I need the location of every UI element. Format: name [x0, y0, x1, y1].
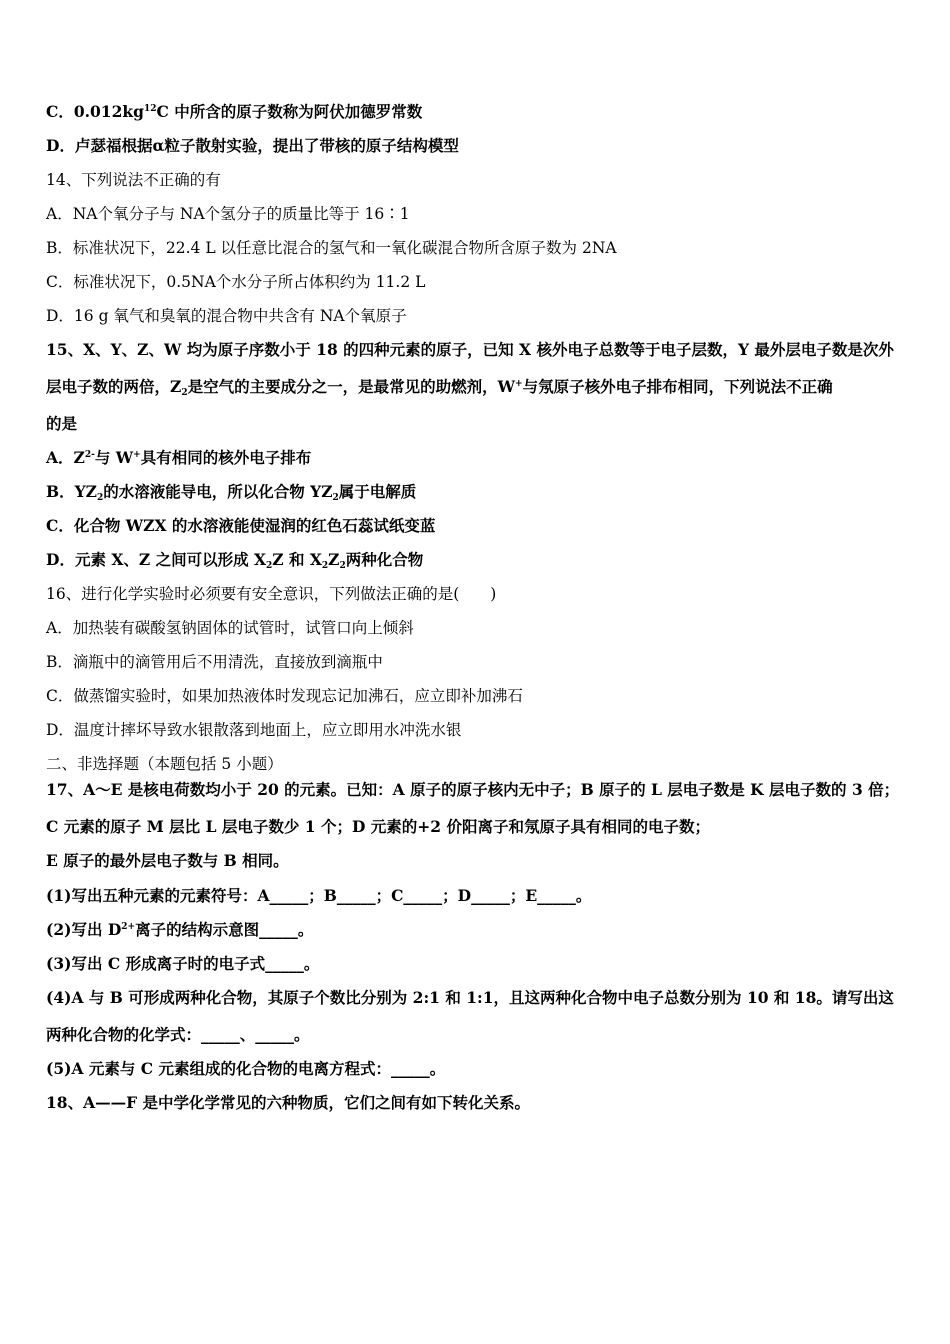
q15-option-d-subscript: 2 — [266, 561, 273, 571]
q15-stem-text-2: 是空气的主要成分之一，是最常见的助燃剂，W — [187, 377, 516, 396]
q15-option-d-subscript-3: 2 — [339, 561, 346, 571]
q16-option-a: A．加热装有碳酸氢钠固体的试管时，试管口向上倾斜 — [46, 619, 414, 637]
q17-part-4-line-1: (4)A 与 B 可形成两种化合物，其原子个数比分别为 2:1 和 1:1，且这两种化合物中电子总数分别为 10 和 18。请写出这 — [46, 988, 894, 1007]
q15-option-b-text-2: 的水溶液能导电，所以化合物 YZ — [103, 482, 333, 501]
q15-option-b-subscript: 2 — [96, 493, 104, 503]
q17-part-5: (5)A 元素与 C 元素组成的化合物的电离方程式：_____。 — [46, 1059, 446, 1078]
q17-part-2-text: (2)写出 D — [46, 920, 122, 939]
q14-stem: 14、下列说法不正确的有 — [46, 171, 221, 189]
q16-option-b: B．滴瓶中的滴管用后不用清洗，直接放到滴瓶中 — [46, 653, 383, 671]
q15-option-c: C．化合物 WZX 的水溶液能使湿润的红色石蕊试纸变蓝 — [46, 516, 436, 535]
q14-option-c: C．标准状况下，0.5NA个水分子所占体积约为 11.2 L — [46, 273, 426, 291]
q17-part-2-text-2: 离子的结构示意图_____。 — [135, 920, 314, 939]
q15-option-d-text-2: Z 和 X — [272, 550, 322, 569]
q13-option-c-text-2: C 中所含的原子数称为阿伏加德罗常数 — [156, 102, 423, 121]
q15-option-b-subscript-2: 2 — [332, 493, 339, 503]
q17-part-3: (3)写出 C 形成离子时的电子式_____。 — [46, 954, 320, 973]
q17-stem-line-3: E 原子的最外层电子数与 B 相同。 — [46, 851, 289, 870]
q17-stem-line-2: C 元素的原子 M 层比 L 层电子数少 1 个；D 元素的+2 价阳离子和氖原子具有相同的电子数； — [46, 817, 710, 836]
q14-option-b: B．标准状况下，22.4 L 以任意比混合的氢气和一氧化碳混合物所含原子数为 2NA — [46, 239, 617, 257]
q14-option-d: D．16 g 氧气和臭氧的混合物中共含有 NA个氧原子 — [46, 307, 407, 325]
q17-part-4-line-2: 两种化合物的化学式：_____、_____。 — [46, 1025, 310, 1044]
q15-option-d-subscript-2: 2 — [321, 561, 329, 571]
q15-option-a-text-2: 与 W — [94, 448, 134, 467]
q15-stem-line-1: 15、X、Y、Z、W 均为原子序数小于 18 的四种元素的原子，已知 X 核外电子总数等于电子层数，Y 最外层电子数是次外 — [46, 340, 894, 359]
q18-stem: 18、A——F 是中学化学常见的六种物质，它们之间有如下转化关系。 — [46, 1093, 530, 1112]
q15-option-a-superscript-2: + — [133, 450, 141, 460]
section-2-heading: 二、非选择题（本题包括 5 小题） — [46, 755, 283, 773]
q17-part-1: (1)写出五种元素的元素符号：A_____；B_____；C_____；D_____；E_____。 — [46, 886, 592, 905]
q13-option-d: D．卢瑟福根据α粒子散射实验，提出了带核的原子结构模型 — [46, 136, 459, 155]
q15-option-a-text: A．Z — [46, 448, 85, 467]
q13-option-c-text: C．0.012kg — [46, 102, 144, 121]
q15-option-d — [46, 550, 423, 570]
q16-option-c: C．做蒸馏实验时，如果加热液体时发现忘记加沸石，应立即补加沸石 — [46, 687, 523, 705]
q14-option-a: A．NA个氧分子与 NA个氢分子的质量比等于 16∶1 — [46, 205, 410, 223]
q13-option-c — [46, 102, 422, 122]
q15-stem-text: 层电子数的两倍，Z — [46, 377, 182, 396]
q15-option-a-text-3: 具有相同的核外电子排布 — [140, 448, 312, 467]
q13-option-c-superscript: 12 — [143, 104, 157, 114]
q15-option-a — [46, 448, 311, 468]
q15-subscript: 2 — [181, 388, 188, 398]
q15-stem-text-3: 与氖原子核外电子排布相同，下列说法不正确 — [522, 377, 833, 396]
q15-option-d-text-3: Z — [328, 550, 340, 569]
q15-option-b-text-3: 属于电解质 — [338, 482, 417, 501]
q15-superscript: + — [515, 379, 523, 389]
q15-option-d-text: D．元素 X、Z 之间可以形成 X — [46, 550, 266, 569]
q15-option-d-text-4: 两种化合物 — [345, 550, 424, 569]
q16-option-d: D．温度计摔坏导致水银散落到地面上，应立即用水冲洗水银 — [46, 721, 462, 739]
q15-option-b-text: B．YZ — [46, 482, 97, 501]
q17-stem-line-1: 17、A～E 是核电荷数均小于 20 的元素。已知：A 原子的原子核内无中子；B 原子的 L 层电子数是 K 层电子数的 3 倍； — [46, 780, 900, 799]
q15-option-b — [46, 482, 416, 502]
q17-part-2-superscript: 2+ — [121, 922, 136, 932]
q17-part-2 — [46, 920, 313, 940]
q15-stem-line-2 — [46, 377, 833, 397]
q15-stem-line-3: 的是 — [46, 414, 78, 433]
q16-stem: 16、进行化学实验时必须要有安全意识，下列做法正确的是( ) — [46, 585, 497, 603]
q15-option-a-superscript: 2- — [84, 450, 95, 460]
